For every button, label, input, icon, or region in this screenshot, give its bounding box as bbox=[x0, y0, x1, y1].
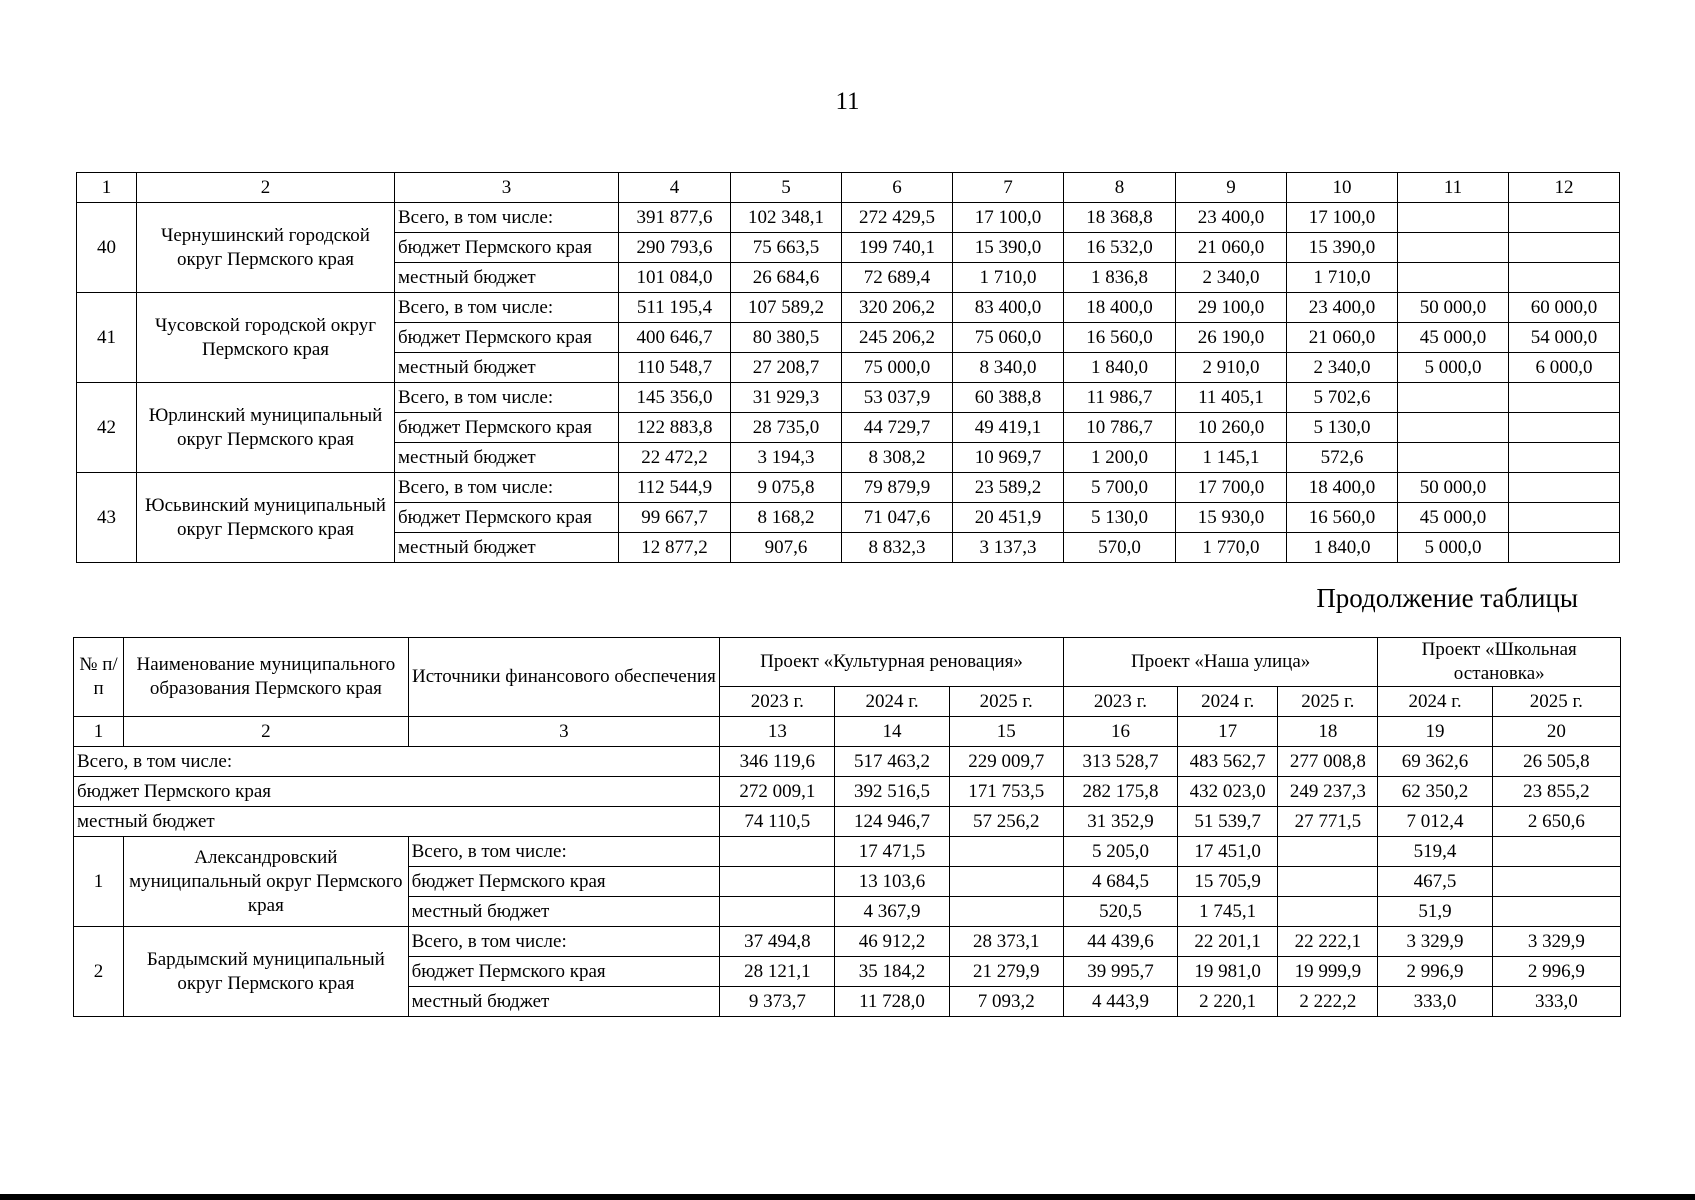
header-sources-cell: Источники финансового обеспечения bbox=[408, 638, 720, 717]
value-cell: 31 929,3 bbox=[731, 383, 842, 413]
value-cell: 6 000,0 bbox=[1509, 353, 1620, 383]
value-cell: 17 100,0 bbox=[953, 203, 1064, 233]
value-cell bbox=[1509, 443, 1620, 473]
value-cell: 8 340,0 bbox=[953, 353, 1064, 383]
value-cell bbox=[1398, 413, 1509, 443]
value-cell: 2 340,0 bbox=[1287, 353, 1398, 383]
value-cell: 277 008,8 bbox=[1278, 747, 1378, 777]
column-number-row bbox=[77, 173, 1620, 203]
value-cell: 44 439,6 bbox=[1063, 927, 1177, 957]
value-cell: 26 190,0 bbox=[1176, 323, 1287, 353]
value-cell: 35 184,2 bbox=[835, 957, 949, 987]
value-cell: 79 879,9 bbox=[842, 473, 953, 503]
budget-table-top bbox=[76, 172, 1620, 563]
funding-source-cell: бюджет Пермского края bbox=[395, 503, 619, 533]
value-cell bbox=[720, 867, 835, 897]
value-cell bbox=[1509, 203, 1620, 233]
column-number-cell: 1 bbox=[74, 717, 124, 747]
value-cell: 16 532,0 bbox=[1064, 233, 1176, 263]
value-cell: 23 400,0 bbox=[1176, 203, 1287, 233]
value-cell: 7 093,2 bbox=[949, 987, 1063, 1017]
value-cell: 5 700,0 bbox=[1064, 473, 1176, 503]
value-cell: 17 451,0 bbox=[1178, 837, 1278, 867]
header-year-cell: 2024 г. bbox=[1378, 687, 1492, 717]
value-cell bbox=[1509, 233, 1620, 263]
column-number-cell: 9 bbox=[1176, 173, 1287, 203]
value-cell bbox=[949, 867, 1063, 897]
value-cell: 2 222,2 bbox=[1278, 987, 1378, 1017]
totals-row bbox=[74, 747, 1621, 777]
funding-source-cell: местный бюджет bbox=[395, 443, 619, 473]
value-cell: 18 368,8 bbox=[1064, 203, 1176, 233]
row-number-cell: 41 bbox=[77, 293, 137, 383]
funding-source-cell: бюджет Пермского края bbox=[408, 867, 720, 897]
column-number-cell: 19 bbox=[1378, 717, 1492, 747]
municipality-name-cell: Александровский муниципальный округ Пермского края bbox=[124, 837, 409, 927]
header-row bbox=[74, 638, 1621, 687]
table-row bbox=[74, 837, 1621, 867]
value-cell: 21 060,0 bbox=[1176, 233, 1287, 263]
funding-source-cell: Всего, в том числе: bbox=[408, 837, 720, 867]
value-cell: 75 000,0 bbox=[842, 353, 953, 383]
value-cell: 5 702,6 bbox=[1287, 383, 1398, 413]
value-cell: 245 206,2 bbox=[842, 323, 953, 353]
value-cell: 3 137,3 bbox=[953, 533, 1064, 563]
value-cell: 54 000,0 bbox=[1509, 323, 1620, 353]
value-cell: 249 237,3 bbox=[1278, 777, 1378, 807]
municipality-name-cell: Чусовской городской округ Пермского края bbox=[137, 293, 395, 383]
column-number-cell: 7 bbox=[953, 173, 1064, 203]
value-cell: 102 348,1 bbox=[731, 203, 842, 233]
totals-row bbox=[74, 807, 1621, 837]
column-number-cell: 12 bbox=[1509, 173, 1620, 203]
value-cell: 10 969,7 bbox=[953, 443, 1064, 473]
value-cell bbox=[1492, 897, 1620, 927]
funding-source-cell: бюджет Пермского края bbox=[395, 323, 619, 353]
value-cell: 4 684,5 bbox=[1063, 867, 1177, 897]
header-year-cell: 2025 г. bbox=[949, 687, 1063, 717]
header-project-culture-cell: Проект «Культурная реновация» bbox=[720, 638, 1064, 687]
value-cell: 20 451,9 bbox=[953, 503, 1064, 533]
row-number-cell: 2 bbox=[74, 927, 124, 1017]
funding-source-cell: местный бюджет bbox=[395, 533, 619, 563]
column-number-cell: 13 bbox=[720, 717, 835, 747]
value-cell: 28 373,1 bbox=[949, 927, 1063, 957]
column-number-cell: 3 bbox=[408, 717, 720, 747]
value-cell: 74 110,5 bbox=[720, 807, 835, 837]
value-cell bbox=[1509, 473, 1620, 503]
value-cell bbox=[1492, 867, 1620, 897]
value-cell: 50 000,0 bbox=[1398, 293, 1509, 323]
column-number-cell: 15 bbox=[949, 717, 1063, 747]
value-cell: 122 883,8 bbox=[619, 413, 731, 443]
municipality-name-cell: Бардымский муниципальный округ Пермского края bbox=[124, 927, 409, 1017]
value-cell bbox=[1278, 837, 1378, 867]
value-cell bbox=[1398, 233, 1509, 263]
funding-source-cell: местный бюджет bbox=[395, 263, 619, 293]
funding-source-cell: местный бюджет bbox=[408, 987, 720, 1017]
value-cell: 21 060,0 bbox=[1287, 323, 1398, 353]
value-cell bbox=[1398, 443, 1509, 473]
value-cell bbox=[1509, 383, 1620, 413]
value-cell bbox=[720, 837, 835, 867]
value-cell: 7 012,4 bbox=[1378, 807, 1492, 837]
value-cell: 511 195,4 bbox=[619, 293, 731, 323]
value-cell: 16 560,0 bbox=[1064, 323, 1176, 353]
column-number-cell: 8 bbox=[1064, 173, 1176, 203]
value-cell: 346 119,6 bbox=[720, 747, 835, 777]
funding-source-cell: бюджет Пермского края bbox=[408, 957, 720, 987]
value-cell: 10 260,0 bbox=[1176, 413, 1287, 443]
value-cell bbox=[1278, 897, 1378, 927]
column-number-cell: 6 bbox=[842, 173, 953, 203]
value-cell: 29 100,0 bbox=[1176, 293, 1287, 323]
value-cell: 313 528,7 bbox=[1063, 747, 1177, 777]
table-row bbox=[77, 383, 1620, 413]
value-cell: 49 419,1 bbox=[953, 413, 1064, 443]
value-cell: 23 855,2 bbox=[1492, 777, 1620, 807]
value-cell: 101 084,0 bbox=[619, 263, 731, 293]
value-cell: 37 494,8 bbox=[720, 927, 835, 957]
value-cell: 5 130,0 bbox=[1064, 503, 1176, 533]
value-cell: 5 205,0 bbox=[1063, 837, 1177, 867]
value-cell: 12 877,2 bbox=[619, 533, 731, 563]
column-number-cell: 14 bbox=[835, 717, 949, 747]
municipality-name-cell: Юсьвинский муниципальный округ Пермского края bbox=[137, 473, 395, 563]
value-cell: 17 700,0 bbox=[1176, 473, 1287, 503]
value-cell: 5 130,0 bbox=[1287, 413, 1398, 443]
value-cell: 23 589,2 bbox=[953, 473, 1064, 503]
value-cell: 2 650,6 bbox=[1492, 807, 1620, 837]
value-cell: 432 023,0 bbox=[1178, 777, 1278, 807]
value-cell: 45 000,0 bbox=[1398, 503, 1509, 533]
value-cell: 1 836,8 bbox=[1064, 263, 1176, 293]
value-cell: 17 471,5 bbox=[835, 837, 949, 867]
value-cell: 1 710,0 bbox=[953, 263, 1064, 293]
value-cell: 1 745,1 bbox=[1178, 897, 1278, 927]
value-cell: 75 663,5 bbox=[731, 233, 842, 263]
value-cell: 2 340,0 bbox=[1176, 263, 1287, 293]
value-cell: 290 793,6 bbox=[619, 233, 731, 263]
column-number-cell: 2 bbox=[137, 173, 395, 203]
value-cell: 26 684,6 bbox=[731, 263, 842, 293]
value-cell: 62 350,2 bbox=[1378, 777, 1492, 807]
value-cell bbox=[720, 897, 835, 927]
value-cell: 107 589,2 bbox=[731, 293, 842, 323]
value-cell: 71 047,6 bbox=[842, 503, 953, 533]
value-cell: 22 201,1 bbox=[1178, 927, 1278, 957]
value-cell: 1 770,0 bbox=[1176, 533, 1287, 563]
column-number-cell: 2 bbox=[124, 717, 409, 747]
scan-bottom-edge bbox=[0, 1194, 1695, 1200]
totals-label-cell: местный бюджет bbox=[74, 807, 720, 837]
value-cell: 8 308,2 bbox=[842, 443, 953, 473]
header-year-cell: 2025 г. bbox=[1278, 687, 1378, 717]
value-cell: 45 000,0 bbox=[1398, 323, 1509, 353]
header-year-cell: 2024 г. bbox=[1178, 687, 1278, 717]
value-cell: 26 505,8 bbox=[1492, 747, 1620, 777]
value-cell: 57 256,2 bbox=[949, 807, 1063, 837]
value-cell bbox=[1398, 263, 1509, 293]
header-year-cell: 2025 г. bbox=[1492, 687, 1620, 717]
value-cell: 15 390,0 bbox=[1287, 233, 1398, 263]
value-cell: 17 100,0 bbox=[1287, 203, 1398, 233]
municipality-name-cell: Чернушинский городской округ Пермского края bbox=[137, 203, 395, 293]
totals-row bbox=[74, 777, 1621, 807]
value-cell bbox=[949, 837, 1063, 867]
value-cell: 5 000,0 bbox=[1398, 533, 1509, 563]
funding-source-cell: Всего, в том числе: bbox=[395, 203, 619, 233]
value-cell: 27 771,5 bbox=[1278, 807, 1378, 837]
value-cell bbox=[1398, 383, 1509, 413]
column-number-cell: 11 bbox=[1398, 173, 1509, 203]
value-cell bbox=[1278, 867, 1378, 897]
header-number-cell: № п/п bbox=[74, 638, 124, 717]
value-cell bbox=[1509, 503, 1620, 533]
value-cell: 3 329,9 bbox=[1492, 927, 1620, 957]
value-cell: 28 121,1 bbox=[720, 957, 835, 987]
value-cell: 27 208,7 bbox=[731, 353, 842, 383]
funding-source-cell: Всего, в том числе: bbox=[395, 293, 619, 323]
value-cell bbox=[949, 897, 1063, 927]
value-cell: 320 206,2 bbox=[842, 293, 953, 323]
column-number-row bbox=[74, 717, 1621, 747]
value-cell bbox=[1509, 413, 1620, 443]
value-cell: 31 352,9 bbox=[1063, 807, 1177, 837]
value-cell: 22 472,2 bbox=[619, 443, 731, 473]
value-cell: 570,0 bbox=[1064, 533, 1176, 563]
value-cell: 333,0 bbox=[1492, 987, 1620, 1017]
column-number-cell: 18 bbox=[1278, 717, 1378, 747]
value-cell: 229 009,7 bbox=[949, 747, 1063, 777]
row-number-cell: 40 bbox=[77, 203, 137, 293]
value-cell: 333,0 bbox=[1378, 987, 1492, 1017]
value-cell: 124 946,7 bbox=[835, 807, 949, 837]
value-cell: 99 667,7 bbox=[619, 503, 731, 533]
column-number-cell: 16 bbox=[1063, 717, 1177, 747]
funding-source-cell: бюджет Пермского края bbox=[395, 413, 619, 443]
value-cell: 171 753,5 bbox=[949, 777, 1063, 807]
value-cell: 199 740,1 bbox=[842, 233, 953, 263]
header-project-school-cell: Проект «Школьная остановка» bbox=[1378, 638, 1621, 687]
row-number-cell: 1 bbox=[74, 837, 124, 927]
value-cell: 5 000,0 bbox=[1398, 353, 1509, 383]
column-number-cell: 17 bbox=[1178, 717, 1278, 747]
value-cell: 69 362,6 bbox=[1378, 747, 1492, 777]
value-cell: 112 544,9 bbox=[619, 473, 731, 503]
value-cell: 9 373,7 bbox=[720, 987, 835, 1017]
value-cell: 15 930,0 bbox=[1176, 503, 1287, 533]
value-cell: 1 840,0 bbox=[1064, 353, 1176, 383]
value-cell: 18 400,0 bbox=[1287, 473, 1398, 503]
header-project-street-cell: Проект «Наша улица» bbox=[1063, 638, 1378, 687]
value-cell bbox=[1509, 263, 1620, 293]
value-cell: 8 168,2 bbox=[731, 503, 842, 533]
value-cell: 19 999,9 bbox=[1278, 957, 1378, 987]
funding-source-cell: местный бюджет bbox=[408, 897, 720, 927]
row-number-cell: 43 bbox=[77, 473, 137, 563]
funding-source-cell: Всего, в том числе: bbox=[408, 927, 720, 957]
column-number-cell: 10 bbox=[1287, 173, 1398, 203]
funding-source-cell: Всего, в том числе: bbox=[395, 473, 619, 503]
value-cell: 272 009,1 bbox=[720, 777, 835, 807]
header-name-cell: Наименование муниципального образования Пермского края bbox=[124, 638, 409, 717]
value-cell: 2 996,9 bbox=[1492, 957, 1620, 987]
header-year-cell: 2023 г. bbox=[1063, 687, 1177, 717]
value-cell: 51,9 bbox=[1378, 897, 1492, 927]
column-number-cell: 1 bbox=[77, 173, 137, 203]
value-cell: 18 400,0 bbox=[1064, 293, 1176, 323]
column-number-cell: 3 bbox=[395, 173, 619, 203]
totals-label-cell: Всего, в том числе: bbox=[74, 747, 720, 777]
value-cell: 51 539,7 bbox=[1178, 807, 1278, 837]
value-cell: 4 443,9 bbox=[1063, 987, 1177, 1017]
value-cell: 10 786,7 bbox=[1064, 413, 1176, 443]
value-cell: 1 710,0 bbox=[1287, 263, 1398, 293]
value-cell: 520,5 bbox=[1063, 897, 1177, 927]
table-row bbox=[77, 293, 1620, 323]
value-cell: 19 981,0 bbox=[1178, 957, 1278, 987]
value-cell: 53 037,9 bbox=[842, 383, 953, 413]
value-cell: 8 832,3 bbox=[842, 533, 953, 563]
value-cell: 28 735,0 bbox=[731, 413, 842, 443]
header-year-cell: 2023 г. bbox=[720, 687, 835, 717]
value-cell bbox=[1398, 203, 1509, 233]
value-cell: 4 367,9 bbox=[835, 897, 949, 927]
value-cell: 517 463,2 bbox=[835, 747, 949, 777]
value-cell: 83 400,0 bbox=[953, 293, 1064, 323]
value-cell: 50 000,0 bbox=[1398, 473, 1509, 503]
value-cell: 400 646,7 bbox=[619, 323, 731, 353]
value-cell: 9 075,8 bbox=[731, 473, 842, 503]
column-number-cell: 5 bbox=[731, 173, 842, 203]
value-cell: 467,5 bbox=[1378, 867, 1492, 897]
budget-table-bottom bbox=[73, 637, 1621, 1017]
funding-source-cell: местный бюджет bbox=[395, 353, 619, 383]
value-cell: 1 145,1 bbox=[1176, 443, 1287, 473]
value-cell: 272 429,5 bbox=[842, 203, 953, 233]
header-year-cell: 2024 г. bbox=[835, 687, 949, 717]
value-cell: 16 560,0 bbox=[1287, 503, 1398, 533]
value-cell: 75 060,0 bbox=[953, 323, 1064, 353]
column-number-cell: 20 bbox=[1492, 717, 1620, 747]
value-cell: 1 840,0 bbox=[1287, 533, 1398, 563]
value-cell: 2 220,1 bbox=[1178, 987, 1278, 1017]
value-cell: 22 222,1 bbox=[1278, 927, 1378, 957]
value-cell: 15 390,0 bbox=[953, 233, 1064, 263]
column-number-cell: 4 bbox=[619, 173, 731, 203]
value-cell: 2 996,9 bbox=[1378, 957, 1492, 987]
value-cell bbox=[1509, 533, 1620, 563]
totals-label-cell: бюджет Пермского края bbox=[74, 777, 720, 807]
value-cell: 907,6 bbox=[731, 533, 842, 563]
value-cell: 572,6 bbox=[1287, 443, 1398, 473]
value-cell: 23 400,0 bbox=[1287, 293, 1398, 323]
table-row bbox=[77, 203, 1620, 233]
value-cell: 3 329,9 bbox=[1378, 927, 1492, 957]
municipality-name-cell: Юрлинский муниципальный округ Пермского края bbox=[137, 383, 395, 473]
value-cell: 391 877,6 bbox=[619, 203, 731, 233]
table-row bbox=[77, 473, 1620, 503]
value-cell: 13 103,6 bbox=[835, 867, 949, 897]
value-cell: 2 910,0 bbox=[1176, 353, 1287, 383]
continuation-label: Продолжение таблицы bbox=[1316, 583, 1578, 613]
value-cell: 44 729,7 bbox=[842, 413, 953, 443]
value-cell: 11 405,1 bbox=[1176, 383, 1287, 413]
value-cell: 145 356,0 bbox=[619, 383, 731, 413]
value-cell: 72 689,4 bbox=[842, 263, 953, 293]
value-cell: 282 175,8 bbox=[1063, 777, 1177, 807]
row-number-cell: 42 bbox=[77, 383, 137, 473]
value-cell: 110 548,7 bbox=[619, 353, 731, 383]
value-cell: 392 516,5 bbox=[835, 777, 949, 807]
value-cell: 46 912,2 bbox=[835, 927, 949, 957]
table-row bbox=[74, 927, 1621, 957]
value-cell: 60 388,8 bbox=[953, 383, 1064, 413]
value-cell: 483 562,7 bbox=[1178, 747, 1278, 777]
funding-source-cell: бюджет Пермского края bbox=[395, 233, 619, 263]
page-number: 11 bbox=[835, 88, 860, 115]
value-cell: 80 380,5 bbox=[731, 323, 842, 353]
value-cell: 15 705,9 bbox=[1178, 867, 1278, 897]
value-cell bbox=[1492, 837, 1620, 867]
value-cell: 3 194,3 bbox=[731, 443, 842, 473]
funding-source-cell: Всего, в том числе: bbox=[395, 383, 619, 413]
value-cell: 60 000,0 bbox=[1509, 293, 1620, 323]
value-cell: 39 995,7 bbox=[1063, 957, 1177, 987]
value-cell: 11 986,7 bbox=[1064, 383, 1176, 413]
value-cell: 519,4 bbox=[1378, 837, 1492, 867]
value-cell: 21 279,9 bbox=[949, 957, 1063, 987]
value-cell: 1 200,0 bbox=[1064, 443, 1176, 473]
value-cell: 11 728,0 bbox=[835, 987, 949, 1017]
